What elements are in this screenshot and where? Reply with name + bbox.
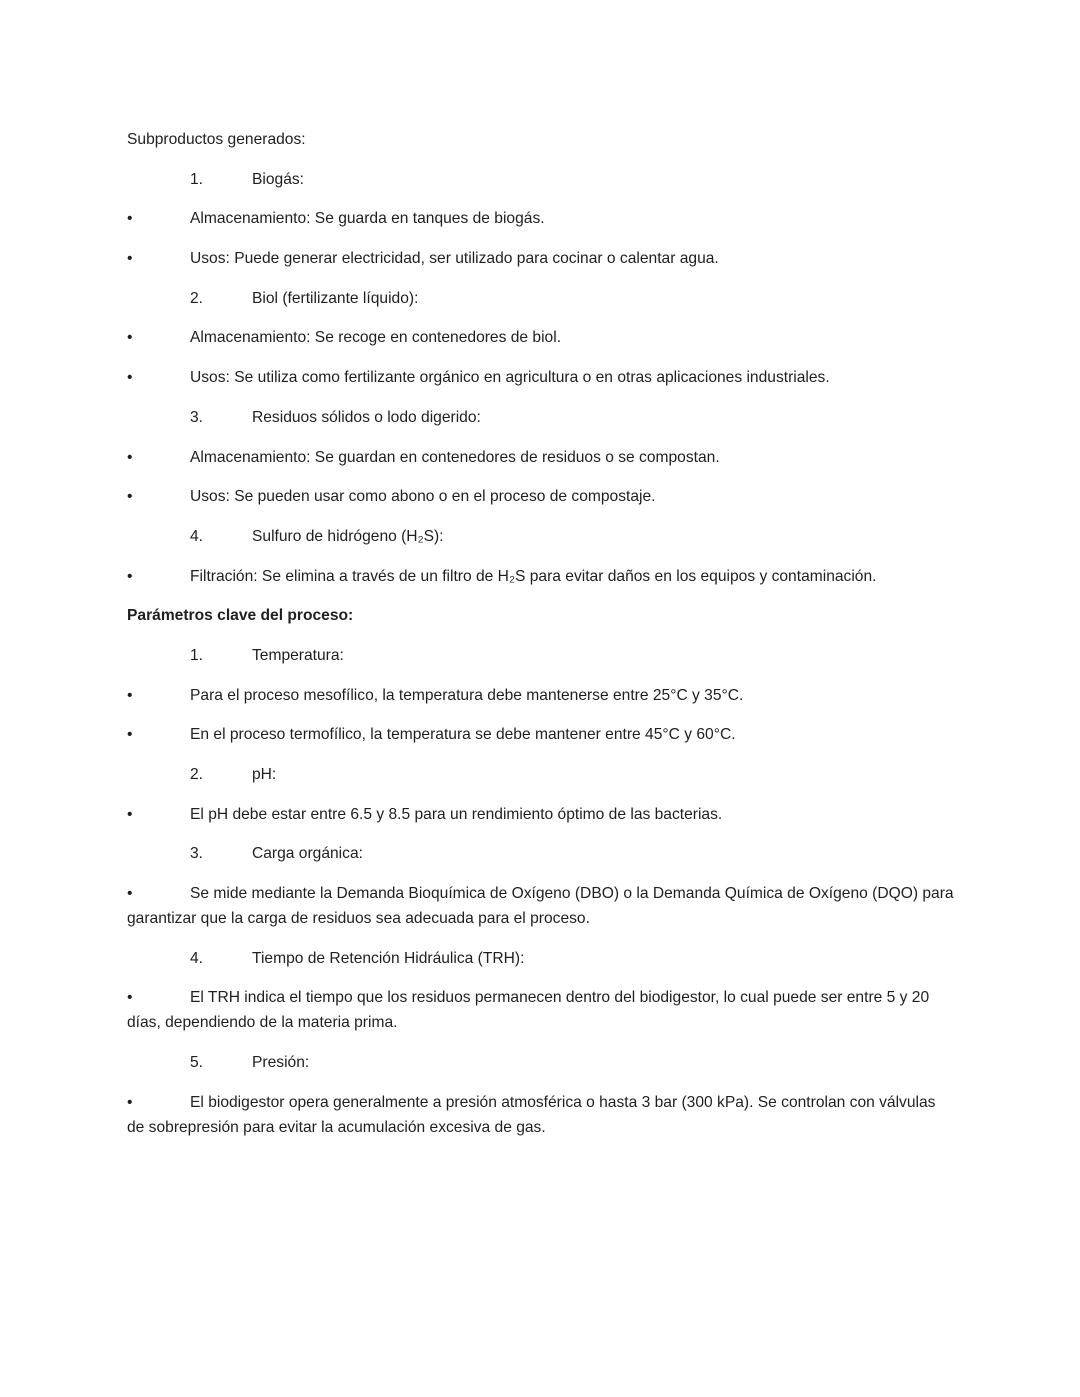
bullet-icon: • [127,1093,133,1111]
bullet-icon: • [127,488,133,506]
numbered-item [127,643,957,668]
bullet-icon: • [127,885,133,903]
item-number: 4. [190,527,204,545]
section-heading: Subproductos generados: [127,131,306,148]
numbered-item [127,167,957,192]
bullet-text: Usos: Puede generar electricidad, ser utilizado para cocinar o calentar agua. [190,250,719,268]
numbered-item [127,762,957,787]
bullet-text: Usos: Se utiliza como fertilizante orgánico en agricultura o en otras aplicaciones industriales. [190,369,830,387]
bullet-icon: • [127,448,133,466]
bullet-text: Filtración: Se elimina a través de un filtro de H₂S para evitar daños en los equipos y contaminación. [190,567,877,585]
item-number: 3. [190,845,204,863]
bullet-icon: • [127,250,133,268]
bullet-item [127,445,957,470]
bullet-icon: • [127,369,133,387]
bullet-icon: • [127,329,133,347]
bullet-text: En el proceso termofílico, la temperatura se debe mantener entre 45°C y 60°C. [190,726,736,744]
item-title: Tiempo de Retención Hidráulica (TRH): [252,949,525,967]
bullet-text: Almacenamiento: Se guarda en tanques de biogás. [190,210,545,228]
bullet-text: Almacenamiento: Se recoge en contenedores de biol. [190,329,562,347]
item-title: Sulfuro de hidrógeno (H₂S): [252,527,444,545]
bullet-text: Se mide mediante la Demanda Bioquímica de Oxígeno (DBO) o la Demanda Química de Oxígeno (DQO) para garantizar que la carga de residuos sea adecuada para el proceso. [127,885,954,928]
item-number: 2. [190,289,204,307]
bullet-icon: • [127,726,133,744]
bullet-item [127,564,957,589]
document-body [127,127,957,1155]
bullet-item [127,881,957,931]
numbered-item [127,841,957,866]
bullet-text: El biodigestor opera generalmente a presión atmosférica o hasta 3 bar (300 kPa). Se controlan con válvulas de sobrepresión para evitar la acumulación excesiva de gas. [127,1093,936,1136]
bullet-icon: • [127,686,133,704]
bullet-text: Para el proceso mesofílico, la temperatura debe mantenerse entre 25°C y 35°C. [190,686,744,704]
bullet-icon: • [127,989,133,1007]
bullet-item [127,206,957,231]
bullet-icon: • [127,567,133,585]
item-number: 4. [190,949,204,967]
bullet-item [127,722,957,747]
numbered-item [127,946,957,971]
item-title: Residuos sólidos o lodo digerido: [252,408,481,426]
item-title: Biogás: [252,170,305,188]
bullet-icon: • [127,805,133,823]
bullet-item [127,1090,957,1140]
bullet-text: Usos: Se pueden usar como abono o en el proceso de compostaje. [190,488,656,506]
bullet-item [127,365,957,390]
bullet-item [127,985,957,1035]
bullet-item [127,246,957,271]
item-title: pH: [252,766,277,783]
item-number: 5. [190,1054,204,1072]
bullet-text: Almacenamiento: Se guardan en contenedores de residuos o se compostan. [190,448,720,466]
bullet-item [127,325,957,350]
numbered-item [127,524,957,549]
item-title: Temperatura: [252,646,344,664]
bullet-text: El TRH indica el tiempo que los residuos permanecen dentro del biodigestor, lo cual puede ser entre 5 y 20 días, dependiendo de la materia prima. [127,989,930,1032]
section-heading: Parámetros clave del proceso: [127,607,354,625]
item-title: Biol (fertilizante líquido): [252,289,419,307]
item-number: 1. [190,646,204,664]
numbered-item [127,405,957,430]
item-title: Presión: [252,1054,310,1072]
bullet-item [127,484,957,509]
numbered-item [127,286,957,311]
bullet-text: El pH debe estar entre 6.5 y 8.5 para un rendimiento óptimo de las bacterias. [190,805,723,823]
bullet-icon: • [127,210,133,228]
bullet-item [127,683,957,708]
item-number: 2. [190,766,204,783]
item-number: 3. [190,408,204,426]
item-title: Carga orgánica: [252,845,363,863]
numbered-item [127,1050,957,1075]
bullet-item [127,802,957,827]
item-number: 1. [190,170,204,188]
